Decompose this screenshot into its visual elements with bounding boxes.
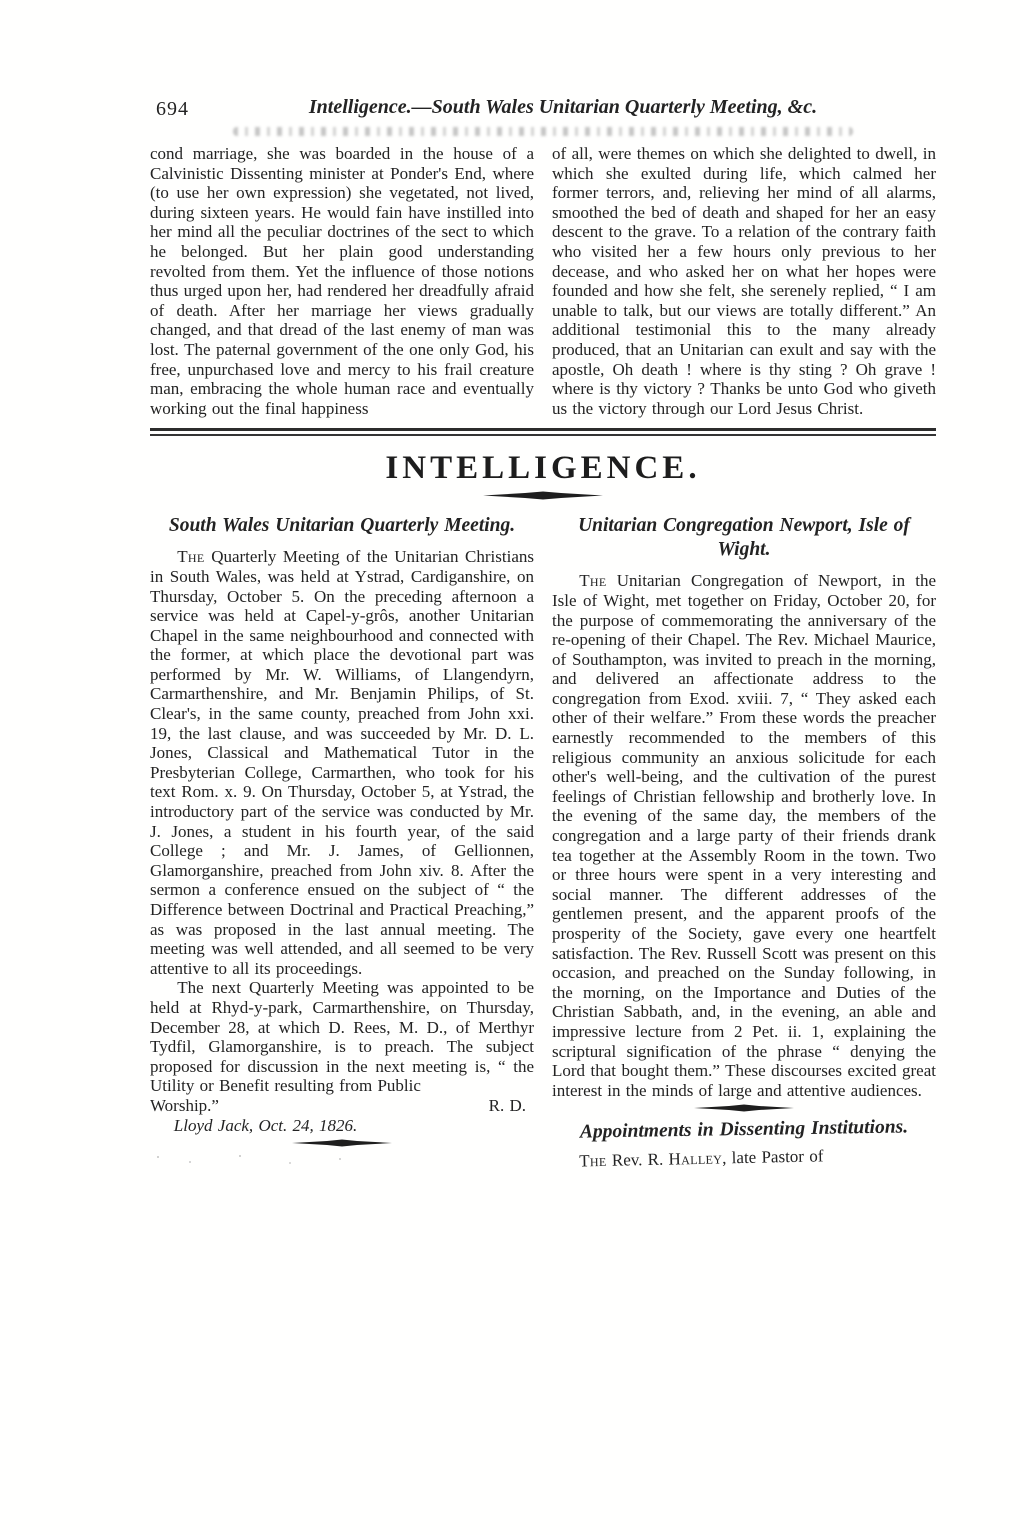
body-text: of all, were themes on which she delighted to dwell, in which she exulted during life, which calmed her former terrors, and, relieving her mind of all alarms, smoothed the bed of death and shaped for her an easy descent to the grave. To a relation of the contrary faith who visited her a few hours only previous to her decease, and who asked her on what her hopes were founded and how she felt, she serenely replied, “ I am unable to talk, but our views are totally different.” An additional testimonial this to the many already produced, that an Unitarian can exult and say with the apostle, Oh death ! where is thy sting ? Oh grave ! where is thy victory ? Thanks be unto God who giveth us the victory through our Lord Jesus Christ. [552,144,936,418]
lead-word: The [579,1151,607,1171]
swelled-rule-ornament [292,1139,392,1147]
closing-line [150,1096,534,1116]
article-heading-newport: Unitarian Congregation Newport, Isle of Wight. [578,515,910,561]
page-number: 694 [156,98,189,120]
body-text: cond marriage, she was boarded in the house of a Calvinistic Dissenting minister at Ponder's End, where (to use her own expression) she vegetated, not lived, during sixteen years. He would fain have instilled into her mind all the peculiar doctrines of the sect to which he belonged. But her plain good understanding revolted from them. Yet the influence of those notions thus urged upon her, had rendered her dreadfully afraid of death. After her marriage her views gradually changed, and that dread of the last enemy of man was lost. The paternal government of the one only God, his free, unpurchased love and mercy to his frail creature man, embracing the whole human race and eventually working out the final happiness [150,144,534,418]
double-rule-divider [150,428,936,436]
swelled-rule-ornament [483,491,603,500]
newport-article [552,506,936,1171]
paragraph-text: Quarterly Meeting of the Unitarian Christians in South Wales, was held at Ystrad, Cardiganshire, on Thursday, October 5. On the preceding afternoon a service was held at Capel-y-grôs, another Unitarian Chapel in the same neighbourhood and connected with the former, at which place the devotional part was performed by Mr. W. Williams, of Llangendyrn, Carmarthenshire, and Mr. Benjamin Philips, of St. Clear's, in the same county, preached from John xxi. 19, the last clause, and was succeeded by Mr. D. L. Jones, Classical and Mathematical Tutor in the Presbyterian College, Carmarthen, who took for his text Rom. x. 9. On Thursday, October 5, at Ystrad, the introductory part of the service was conducted by Mr. J. Jones, a student in his fourth year, of the said College ; and Mr. J. James, of Gellionnen, Glamorganshire, preached from John xiv. 8. After the sermon a conference ensued on the subject of “ the Difference between Doctrinal and Practical Preaching,” as was proposed in the last annual meeting. The meeting was well attended, and all seemed to be very attentive to all its proceedings. [150,547,534,978]
paragraph [150,547,534,978]
intelligence-columns [150,506,936,1171]
small-caps-name: Halley [668,1148,723,1169]
paragraph [552,571,936,1100]
swelled-rule-ornament [694,1104,794,1112]
running-header [150,96,936,126]
article-heading-appointments: Appointments in Dissenting Institutions. [579,1116,909,1143]
section-title: INTELLIGENCE. [385,450,701,487]
line-text: Rev. R. [606,1149,669,1171]
line-text: , late Pastor of [721,1146,824,1168]
top-article-columns [150,144,936,418]
running-title: Intelligence.—South Wales Unitarian Quarterly Meeting, &c. [308,96,818,118]
paragraph: The next Quarterly Meeting was appointed to be held at Rhyd-y-park, Carmarthenshire, on Thursday, December 28, at which D. Rees, M. D., of Merthyr Tydfil, Glamorganshire, is to preach. The subject proposed for discussion in the next meeting is, “ the Utility or Benefit resulting from Public [150,978,534,1096]
scan-speckles [150,1153,370,1167]
paragraph-text: Unitarian Congregation of Newport, in the Isle of Wight, met together on Friday, October 20, for the purpose of commemorating the anniversary of the re-opening of their Chapel. The Rev. Michael Maurice, of Southampton, was invited to preach in the morning, and delivered an affectionate address to the congregation from Exod. xviii. 7, “ They asked each other of their welfare.” From these words the preacher earnestly recommended to the members of this religious community an anxious solicitude for each other's well-being, and the cultivation of the purest feelings of Christian fellowship and brotherly love. In the evening of the same day, the members of the congregation and a large party of their friends drank tea together at the Assembly Room in the town. Two or three hours were spent in a very interesting and social manner. The different addresses of the gentlemen present, and the apparent proofs of the prosperity of the Society, gave every one heartfelt satisfaction. The Rev. Russell Scott was present on this occasion, and preached on the Sunday following, in the morning, on the Importance and Duties of the Christian Sabbath, and, in the evening, an able and impressive lecture from 2 Pet. ii. 1, explaining the scriptural signification of the phrase “ denying the Lord that bought them.” These discourses excited great interest in the minds of large and attentive audiences. [552,571,936,1100]
author-initials: R. D. [488,1095,526,1115]
appointments-first-line [552,1144,936,1172]
south-wales-article [150,506,534,1168]
top-article-left-column [150,144,534,418]
closing-text: Worship.” [150,1095,219,1115]
dateline: Lloyd Jack, Oct. 24, 1826. [173,1115,358,1135]
lead-word: The [177,547,205,567]
lead-word: The [579,571,607,591]
top-article-right-column [552,144,936,418]
article-heading-south-wales: South Wales Unitarian Quarterly Meeting. [168,515,516,537]
ink-show-through-smudge [233,127,853,136]
page-content [150,96,936,1171]
rule-wrap [150,1139,534,1147]
rule-wrap [552,1104,936,1112]
